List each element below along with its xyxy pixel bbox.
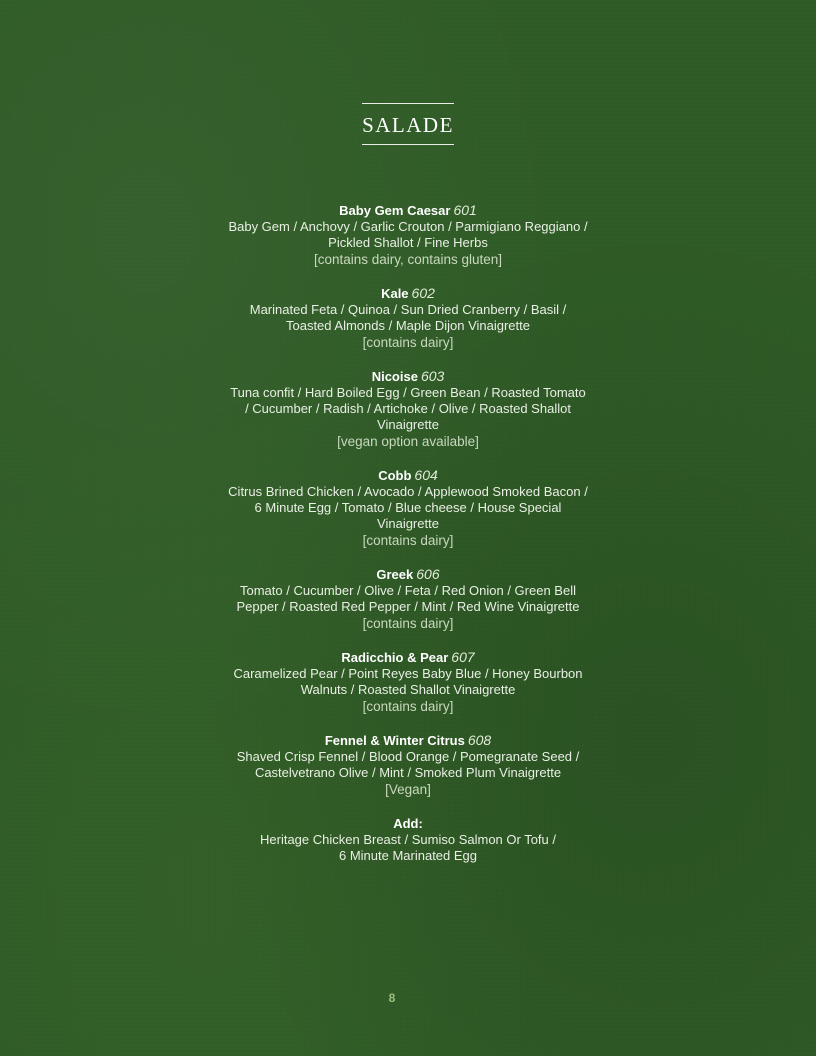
menu-item-allergen-note: [Vegan] [385,782,431,797]
menu-item-code: 608 [467,732,492,748]
menu-item-allergen-note: [contains dairy] [362,533,454,548]
menu-item-description: Tuna confit / Hard Boiled Egg / Green Bean / Roasted Tomato / Cucumber / Radish / Artichoke / Olive / Roasted Shallot Vinaigrette [230,385,586,432]
menu-item-description: Shaved Crisp Fennel / Blood Orange / Pomegranate Seed / Castelvetrano Olive / Mint / Smoked Plum Vinaigrette [236,749,580,780]
menu-item-description: Caramelized Pear / Point Reyes Baby Blue / Honey Bourbon Walnuts / Roasted Shallot Vinaigrette [233,666,583,697]
menu-item-name: Kale [381,286,409,301]
menu-item-name: Greek [376,567,414,582]
menu-item-radicchio-pear [228,649,588,715]
menu-item-code: 604 [414,467,438,483]
menu-item-code: 606 [416,566,440,582]
menu-item-code: 601 [453,202,477,218]
menu-item-nicoise [228,368,588,450]
menu-item-title [228,649,588,666]
menu-item-description: Marinated Feta / Quinoa / Sun Dried Cranberry / Basil / Toasted Almonds / Maple Dijon Vinaigrette [249,302,567,333]
menu-item-kale [228,285,588,351]
menu-item-fennel-winter-citrus [228,732,588,798]
menu-item-description: Baby Gem / Anchovy / Garlic Crouton / Parmigiano Reggiano / Pickled Shallot / Fine Herbs [228,219,588,250]
menu-item-allergen-note: [contains dairy] [362,335,454,350]
menu-item-title [228,368,588,385]
add-ons-line-2: 6 Minute Marinated Egg [338,848,478,863]
menu-item-baby-gem-caesar [228,202,588,268]
menu-item-allergen-note: [contains dairy] [362,616,454,631]
menu-item-title [228,732,588,749]
menu-item-description: Citrus Brined Chicken / Avocado / Applewood Smoked Bacon / 6 Minute Egg / Tomato / Blue cheese / House Special Vinaigrette [228,484,588,531]
menu-item-cobb [228,467,588,549]
menu-item-description: Tomato / Cucumber / Olive / Feta / Red Onion / Green Bell Pepper / Roasted Red Pepper / Mint / Red Wine Vinaigrette [236,583,580,614]
menu-item-name: Cobb [378,468,412,483]
menu-item-name: Nicoise [371,369,418,384]
menu-item-title [228,566,588,583]
add-ons-line-1: Heritage Chicken Breast / Sumiso Salmon Or Tofu / [260,832,556,847]
salad-menu-list [0,202,816,881]
menu-item-code: 602 [411,285,435,301]
menu-item-name: Radicchio & Pear [341,650,449,665]
menu-add-ons [228,815,588,864]
menu-item-name: Fennel & Winter Citrus [324,733,465,748]
menu-item-code: 607 [451,649,475,665]
section-title: SALADE [362,103,454,145]
page-number: 8 [388,991,396,1005]
menu-item-title [228,202,588,219]
menu-item-code: 603 [420,368,445,384]
add-ons-label: Add: [393,816,423,831]
menu-item-greek [228,566,588,632]
menu-item-allergen-note: [vegan option available] [337,434,479,449]
menu-item-allergen-note: [contains dairy, contains gluten] [313,252,503,267]
menu-item-name: Baby Gem Caesar [339,203,451,218]
menu-item-title [228,285,588,302]
menu-item-allergen-note: [contains dairy] [362,699,454,714]
section-heading-wrap [0,103,816,145]
menu-item-title [228,467,588,484]
